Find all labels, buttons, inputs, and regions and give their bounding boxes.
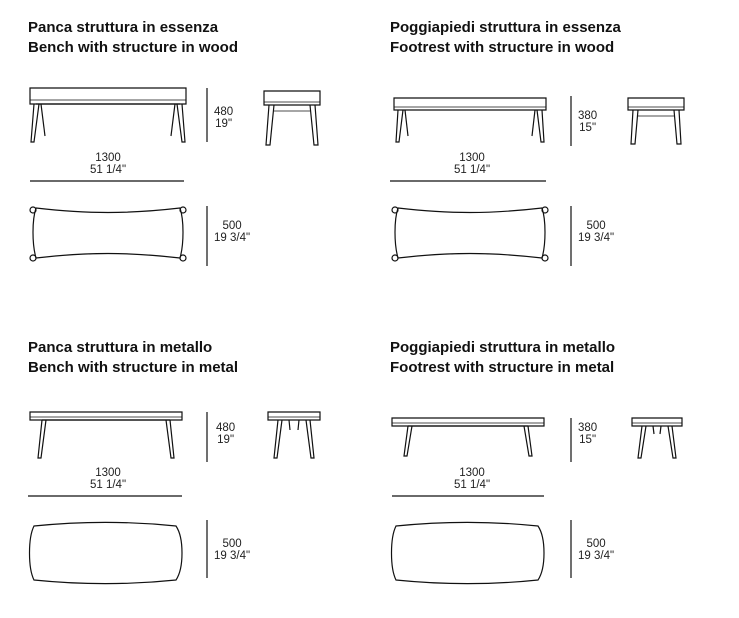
title-english: Bench with structure in wood xyxy=(28,39,239,56)
front-view xyxy=(392,418,544,456)
top-view xyxy=(392,207,548,261)
height-label: 480 19" xyxy=(216,422,236,446)
front-view xyxy=(30,412,182,458)
width-label: 1300 51 1/4" xyxy=(89,152,127,176)
height-label: 380 15" xyxy=(578,110,598,134)
title-english: Footrest with structure in metal xyxy=(390,359,615,376)
depth-label: 500 19 3/4" xyxy=(214,220,251,244)
top-view xyxy=(30,522,183,584)
front-view xyxy=(394,98,546,142)
title-italian: Poggiapiedi struttura in essenza xyxy=(390,19,621,36)
depth-label: 500 19 3/4" xyxy=(578,220,615,244)
top-view xyxy=(30,207,186,261)
width-label: 1300 51 1/4" xyxy=(89,467,127,491)
panel-footrest-metal xyxy=(390,338,720,618)
width-label: 1300 51 1/4" xyxy=(453,467,491,491)
height-label: 480 19" xyxy=(214,106,234,130)
front-view xyxy=(30,88,186,142)
title-english: Bench with structure in metal xyxy=(28,359,239,376)
depth-label: 500 19 3/4" xyxy=(578,538,615,562)
panel-footrest-wood xyxy=(390,18,720,298)
title-italian: Poggiapiedi struttura in metallo xyxy=(390,339,616,356)
height-label: 380 15" xyxy=(578,422,598,446)
title-english: Footrest with structure in wood xyxy=(390,39,615,56)
depth-label: 500 19 3/4" xyxy=(214,538,251,562)
panel-bench-wood xyxy=(28,18,358,298)
side-view xyxy=(264,91,320,145)
title-italian: Panca struttura in metallo xyxy=(28,339,213,356)
side-view xyxy=(632,418,682,458)
side-view xyxy=(268,412,320,458)
title-italian: Panca struttura in essenza xyxy=(28,19,219,36)
top-view xyxy=(392,522,545,584)
side-view xyxy=(628,98,684,144)
width-label: 1300 51 1/4" xyxy=(453,152,491,176)
panel-bench-metal xyxy=(28,338,358,618)
